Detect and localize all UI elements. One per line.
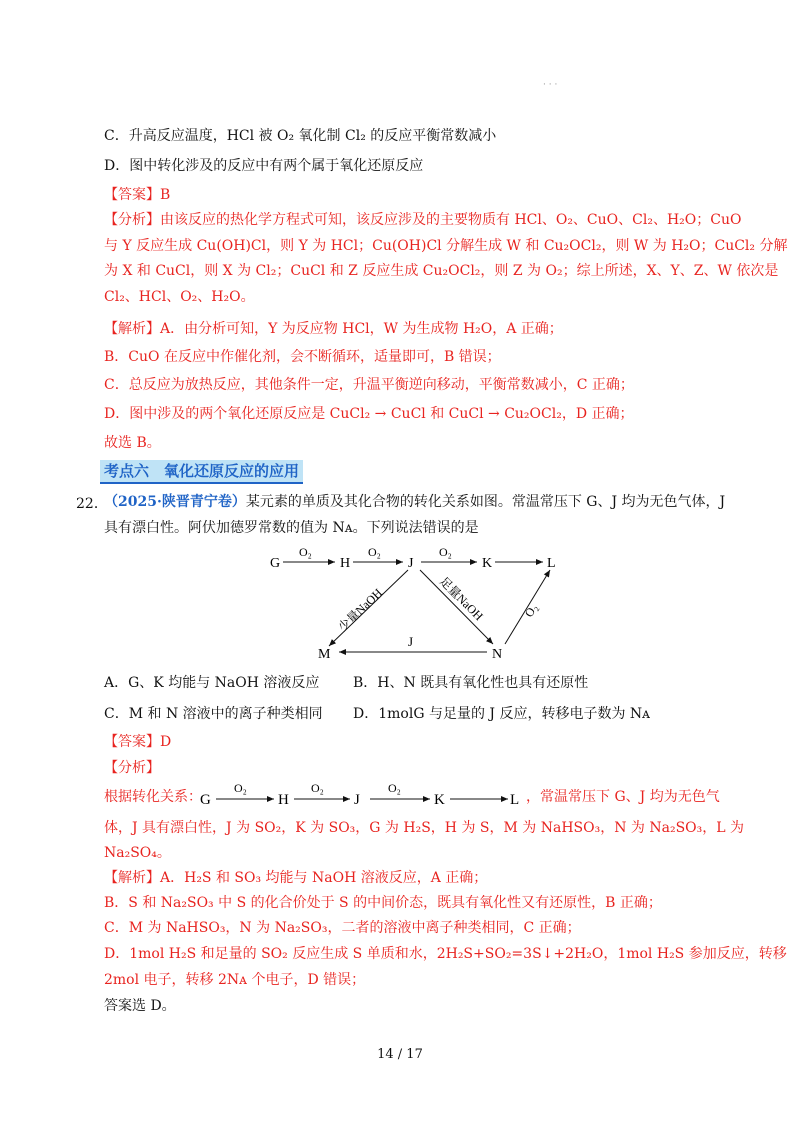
conclusion-1: 故选 B。 xyxy=(104,435,161,451)
analysis-2-heading: 【分析】 xyxy=(104,760,160,776)
answer-2: 【答案】D xyxy=(104,734,172,750)
label-o2-nl: O₂ xyxy=(521,601,541,620)
analysis-2-line-2: 体，J 具有漂白性，J 为 SO₂，K 为 SO₃，G 为 H₂S，H 为 S，M 为 NaHSO₃，N 为 Na₂SO₃，L 为 xyxy=(104,820,744,836)
conversion-diagram xyxy=(255,540,585,670)
explanation-2-a: 【解析】A．H₂S 和 SO₃ 均能与 NaOH 溶液反应，A 正确； xyxy=(104,870,488,886)
explanation-2-d-line-2: 2mol 电子，转移 2Nᴀ 个电子，D 错误； xyxy=(104,972,366,988)
label-o2-gh: O₂ xyxy=(299,545,312,559)
chain-j: J xyxy=(354,792,360,808)
explanation-1-b: B．CuO 在反应中作催化剂，会不断循环，适量即可，B 错误； xyxy=(104,349,501,365)
label-o2-jk: O₂ xyxy=(439,545,452,559)
node-k: K xyxy=(482,556,493,571)
explanation-1-c: C．总反应为放热反应，其他条件一定，升温平衡逆向移动，平衡常数减小，C 正确； xyxy=(104,377,634,393)
node-l: L xyxy=(547,556,556,571)
option-a: A．G、K 均能与 NaOH 溶液反应 xyxy=(104,675,320,691)
chain-k: K xyxy=(434,792,445,808)
explanation-2-c: C．M 为 NaHSO₃，N 为 Na₂SO₃，二者的溶液中离子种类相同，C 正确； xyxy=(104,920,581,936)
label-j: J xyxy=(408,634,414,649)
analysis-2-line-3: Na₂SO₄。 xyxy=(104,845,171,861)
decorative-dots: · · · xyxy=(543,80,558,90)
explanation-1-d: D．图中涉及的两个氧化还原反应是 CuCl₂ → CuCl 和 CuCl → Cu₂OCl₂，D 正确； xyxy=(104,406,634,422)
analysis-2-suffix: ，常温常压下 G、J 均为无色气 xyxy=(526,789,720,805)
chain-l: L xyxy=(510,792,520,808)
option-c: C．M 和 N 溶液中的离子种类相同 xyxy=(104,706,323,722)
label-o2-hj: O₂ xyxy=(368,545,381,559)
question-stem-line-2: 具有漂白性。阿伏加德罗常数的值为 Nᴀ。下列说法错误的是 xyxy=(104,520,479,536)
node-g: G xyxy=(270,556,281,571)
chain-o2-1: O₂ xyxy=(234,781,247,795)
arrow-j-n xyxy=(420,570,493,644)
chain-diagram xyxy=(198,778,528,810)
analysis-2-prefix: 根据转化关系： xyxy=(104,789,202,805)
option-c-previous: C．升高反应温度，HCl 被 O₂ 氧化制 Cl₂ 的反应平衡常数减小 xyxy=(104,128,497,144)
node-m: M xyxy=(318,647,331,662)
conclusion-2: 答案选 D。 xyxy=(104,998,176,1014)
analysis-1-line-2: 与 Y 反应生成 Cu(OH)Cl，则 Y 为 HCl；Cu(OH)Cl 分解生成 W 和 Cu₂OCl₂，则 W 为 H₂O；CuCl₂ 分解 xyxy=(104,238,788,254)
label-excess-naoh: 足量NaOH xyxy=(436,574,486,624)
label-small-naoh: 少量NaOH xyxy=(335,585,385,635)
node-h: H xyxy=(340,556,351,571)
section-title: 考点六 氧化还原反应的应用 xyxy=(100,460,303,484)
page-number: 14 / 17 xyxy=(377,1047,423,1062)
question-text-1: 某元素的单质及其化合物的转化关系如图。常温常压下 G、J 均为无色气体，J xyxy=(245,494,726,510)
analysis-1-line-4: Cl₂、HCl、O₂、H₂O。 xyxy=(104,289,255,305)
chain-h: H xyxy=(278,792,289,808)
option-d-previous: D．图中转化涉及的反应中有两个属于氧化还原反应 xyxy=(104,158,424,174)
answer-1: 【答案】B xyxy=(104,187,171,203)
question-source: （2025·陕晋青宁卷） xyxy=(104,494,246,510)
explanation-2-d-line-1: D．1mol H₂S 和足量的 SO₂ 反应生成 S 单质和水，2H₂S+SO₂=3S↓+2H₂O，1mol H₂S 参加反应，转移 xyxy=(104,946,787,962)
chain-g: G xyxy=(200,792,211,808)
explanation-2-b: B．S 和 Na₂SO₃ 中 S 的化合价处于 S 的中间价态，既具有氧化性又有还原性，B 正确； xyxy=(104,895,662,911)
node-j: J xyxy=(408,556,414,571)
explanation-1-a: 【解析】A．由分析可知，Y 为反应物 HCl，W 为生成物 H₂O，A 正确； xyxy=(104,321,563,337)
analysis-1-line-1: 【分析】由该反应的热化学方程式可知，该反应涉及的主要物质有 HCl、O₂、CuO、Cl₂、H₂O；CuO xyxy=(104,212,742,228)
question-number: 22． xyxy=(76,496,108,512)
node-n: N xyxy=(492,647,503,662)
chain-o2-2: O₂ xyxy=(311,781,324,795)
analysis-1-line-3: 为 X 和 CuCl，则 X 为 Cl₂；CuCl 和 Z 反应生成 Cu₂OCl₂，则 Z 为 O₂；综上所述，X、Y、Z、W 依次是 xyxy=(104,263,779,279)
option-d: D．1molG 与足量的 J 反应，转移电子数为 Nᴀ xyxy=(353,706,651,722)
option-b: B．H、N 既具有氧化性也具有还原性 xyxy=(353,675,589,691)
chain-o2-3: O₂ xyxy=(388,781,401,795)
question-stem-line-1 xyxy=(104,493,725,511)
